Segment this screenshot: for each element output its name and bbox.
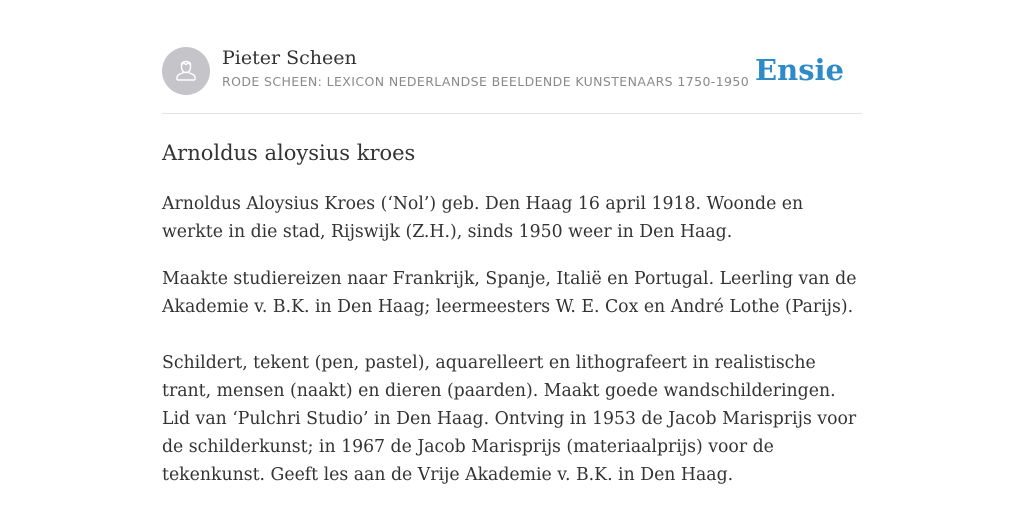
source-title[interactable]: RODE SCHEEN: LEXICON NEDERLANDSE BEELDENDE KUNSTENAARS 1750-1950 xyxy=(222,74,750,89)
header-divider xyxy=(162,113,862,114)
article-paragraph: Arnoldus Aloysius Kroes (‘Nol’) geb. Den Haag 16 april 1918. Woonde en werkte in die stad, Rijswijk (Z.H.), sinds 1950 weer in Den Haag. xyxy=(162,194,804,242)
avatar[interactable] xyxy=(162,47,210,95)
article-header xyxy=(162,46,862,96)
article-paragraph: Maakte studiereizen naar Frankrijk, Spanje, Italië en Portugal. Leerling van de Akademie v. B.K. in Den Haag; leermeesters W. E. Cox en André Lothe (Parijs). xyxy=(162,269,857,317)
brand-logo[interactable]: Ensie xyxy=(755,53,844,87)
user-icon xyxy=(172,55,200,88)
author-name[interactable]: Pieter Scheen xyxy=(222,47,357,69)
article-title: Arnoldus aloysius kroes xyxy=(162,141,416,165)
article-paragraph: Schildert, tekent (pen, pastel), aquarelleert en lithografeert in realistische trant, mensen (naakt) en dieren (paarden). Maakt goede wandschilderingen. Lid van ‘Pulchri Studio’ in Den Haag. Ontving in 1953 de Jacob Marisprijs voor de schilderkunst; in 1967 de Jacob Marisprijs (materiaalprijs) voor de tekenkunst. Geeft les aan de Vrije Akademie v. B.K. in Den Haag. xyxy=(162,353,857,485)
